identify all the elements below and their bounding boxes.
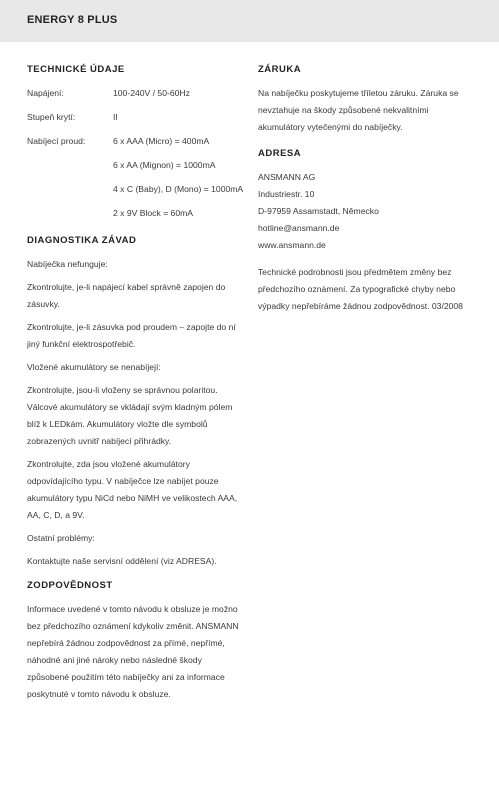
- diag-paragraph: Zkontrolujte, jsou-li vloženy se správnou polaritou. Válcové akumulátory se vkládají svým kladným pólem blíž k LEDkám. Akumulátory vložte dle symbolů zobrazených uvnitř nabíjecí přihrádky.: [27, 385, 233, 446]
- spec-value: 6 x AA (Mignon) = 1000mA: [113, 160, 216, 170]
- address-street: Industriestr. 10: [258, 189, 315, 199]
- warranty-heading: ZÁRUKA: [258, 64, 302, 75]
- spec-value: II: [113, 112, 118, 122]
- liability-paragraph: Informace uvedené v tomto návodu k obsluze je možno bez předchozího oznámení kdykoliv změnit. ANSMANN nepřebírá žádnou zodpovědnost za přímé, nepřímé, náhodné ani jiné nároky nebo následné škody způsobené použitím této nabíječky ani za informace poskytnuté v tomto návodu k obsluze.: [27, 604, 239, 699]
- spec-label: Nabíjecí proud:: [27, 136, 86, 146]
- address-heading: ADRESA: [258, 148, 302, 159]
- spec-value: 2 x 9V Block = 60mA: [113, 208, 194, 218]
- spec-row: [27, 85, 240, 109]
- address-website: www.ansmann.de: [258, 240, 326, 250]
- header-bar: [0, 0, 499, 42]
- warranty-paragraph: Na nabíječku poskytujeme tříletou záruku. Záruka se nevztahuje na škody způsobené nekvalitními akumulátory vytečenými do nabíječky.: [258, 88, 459, 132]
- spec-label: Stupeň krytí:: [27, 112, 76, 122]
- left-column: [27, 64, 244, 709]
- spec-table: [27, 85, 244, 229]
- diag-paragraph: Zkontrolujte, je-li zásuvka pod proudem – zapojte do ní jiný funkční elektrospotřebič.: [27, 322, 236, 349]
- disclaimer-note: Technické podrobnosti jsou předmětem změny bez předchozího oznámení. Za typografické chyby nebo výpadky nepřebíráme žádnou zodpovědnost. 03/2008: [258, 267, 463, 311]
- spec-value: 6 x AAA (Micro) = 400mA: [113, 136, 210, 146]
- tech-heading: TECHNICKÉ ÚDAJE: [27, 64, 125, 75]
- spec-row: [27, 157, 240, 181]
- spec-value: 100-240V / 50-60Hz: [113, 88, 190, 98]
- address-block: [258, 169, 466, 254]
- spec-row: [27, 205, 240, 229]
- spec-row: [27, 109, 240, 133]
- address-email: hotline@ansmann.de: [258, 223, 340, 233]
- spec-row: [27, 133, 240, 157]
- diag-paragraph: Kontaktujte naše servisní oddělení (viz ADRESA).: [27, 556, 217, 566]
- diag-paragraph: Ostatní problémy:: [27, 533, 95, 543]
- diag-heading: DIAGNOSTIKA ZÁVAD: [27, 235, 137, 246]
- spec-value: 4 x C (Baby), D (Mono) = 1000mA: [113, 184, 244, 194]
- diag-paragraph: Zkontrolujte, je-li napájecí kabel správně zapojen do zásuvky.: [27, 282, 226, 309]
- page-title: ENERGY 8 PLUS: [27, 14, 118, 26]
- address-company: ANSMANN AG: [258, 172, 316, 182]
- address-city: D-97959 Assamstadt, Německo: [258, 206, 379, 216]
- diag-paragraph: Zkontrolujte, zda jsou vložené akumulátory odpovídajícího typu. V nabíječce lze nabíjet pouze akumulátory typu NiCd nebo NiMH ve velikostech AAA, AA, C, D, a 9V.: [27, 459, 238, 520]
- diag-paragraph: Nabíječka nefunguje:: [27, 259, 108, 269]
- right-column: [258, 64, 466, 321]
- spec-label: Napájení:: [27, 88, 64, 98]
- spec-row: [27, 181, 244, 205]
- diag-paragraph: Vložené akumulátory se nenabíjejí:: [27, 362, 161, 372]
- liability-heading: ZODPOVĚDNOST: [27, 580, 113, 591]
